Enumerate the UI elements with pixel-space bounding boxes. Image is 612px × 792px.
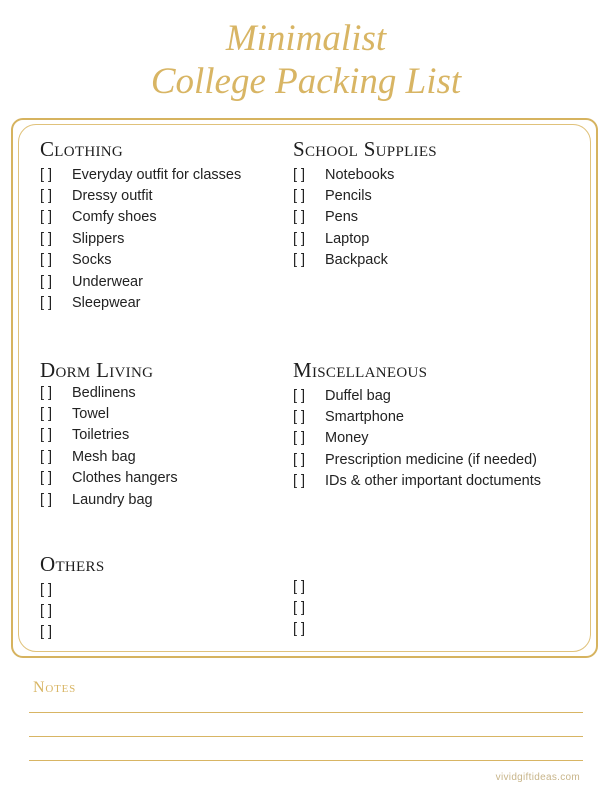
- checklist-item[interactable]: [293, 207, 437, 228]
- item-label: Slippers: [72, 230, 125, 247]
- item-label: IDs & other important doctuments: [325, 473, 541, 490]
- item-label: Smartphone: [325, 409, 404, 426]
- item-label: Towel: [72, 406, 110, 423]
- checklist-item[interactable]: [40, 382, 178, 403]
- item-label: Socks: [72, 252, 112, 269]
- checklist-item[interactable]: [293, 250, 437, 271]
- item-label: Sleepwear: [72, 295, 141, 312]
- item-label: Laptop: [325, 230, 370, 247]
- item-label: Everyday outfit for classes: [72, 166, 242, 183]
- checklist-item[interactable]: [293, 449, 541, 470]
- checkbox[interactable]: [ ]: [40, 295, 53, 312]
- checkbox[interactable]: [ ]: [293, 430, 306, 447]
- item-label: Comfy shoes: [72, 209, 157, 226]
- section-others: [40, 552, 104, 643]
- checkbox[interactable]: [ ]: [40, 273, 53, 290]
- section-miscellaneous: [293, 358, 541, 492]
- others-list-right: [293, 576, 325, 640]
- checklist-item[interactable]: [40, 403, 178, 424]
- checklist-item[interactable]: [40, 425, 178, 446]
- item-label: Mesh bag: [72, 448, 136, 465]
- item-label: Prescription medicine (if needed): [325, 451, 537, 468]
- checklist-item[interactable]: [40, 185, 241, 206]
- section-others-right: [293, 576, 325, 640]
- checkbox[interactable]: [ ]: [40, 448, 53, 465]
- checklist-item[interactable]: [40, 228, 241, 249]
- checklist-item[interactable]: [40, 446, 178, 467]
- checkbox[interactable]: [ ]: [40, 188, 53, 205]
- checkbox[interactable]: [ ]: [293, 409, 306, 426]
- item-label: Duffel bag: [325, 387, 391, 404]
- item-label: Pencils: [325, 188, 372, 205]
- section-clothing: [40, 137, 241, 314]
- item-label: Underwear: [72, 273, 143, 290]
- checklist-item[interactable]: [40, 292, 241, 313]
- dorm-living-list: [40, 382, 178, 510]
- item-label: Backpack: [325, 252, 388, 269]
- checkbox[interactable]: [ ]: [293, 600, 306, 617]
- checklist-item[interactable]: [293, 164, 437, 185]
- section-dorm-living: [40, 358, 178, 510]
- others-list-left: [40, 579, 104, 643]
- checklist-item[interactable]: [40, 468, 178, 489]
- section-title-miscellaneous: Miscellaneous: [293, 358, 428, 382]
- checklist-item[interactable]: [293, 428, 541, 449]
- section-title-school-supplies: School Supplies: [293, 137, 437, 161]
- checkbox[interactable]: [ ]: [293, 578, 306, 595]
- checkbox[interactable]: [ ]: [293, 166, 306, 183]
- item-label: Clothes hangers: [72, 470, 178, 487]
- section-title-others: Others: [40, 552, 105, 576]
- checkbox[interactable]: [ ]: [293, 387, 306, 404]
- item-label: Notebooks: [325, 166, 395, 183]
- section-title-dorm-living: Dorm Living: [40, 358, 154, 382]
- checkbox[interactable]: [ ]: [293, 451, 306, 468]
- checklist-item[interactable]: [40, 600, 104, 621]
- checkbox[interactable]: [ ]: [40, 624, 53, 641]
- checkbox[interactable]: [ ]: [40, 406, 53, 423]
- checkbox[interactable]: [ ]: [40, 427, 53, 444]
- checklist-item[interactable]: [40, 207, 241, 228]
- checklist-item[interactable]: [40, 622, 104, 643]
- section-title-clothing: Clothing: [40, 137, 124, 161]
- checkbox[interactable]: [ ]: [293, 230, 306, 247]
- notes-label: Notes: [33, 679, 77, 696]
- item-label: Pens: [325, 209, 359, 226]
- checkbox[interactable]: [ ]: [40, 491, 53, 508]
- checklist-item[interactable]: [40, 164, 241, 185]
- checkbox[interactable]: [ ]: [293, 473, 306, 490]
- checklist-item[interactable]: [293, 597, 325, 618]
- checkbox[interactable]: [ ]: [293, 621, 306, 638]
- title-line-1: Minimalist: [225, 18, 387, 59]
- section-school-supplies: [293, 137, 437, 271]
- checklist-item[interactable]: [293, 619, 325, 640]
- item-label: Money: [325, 430, 369, 447]
- checklist-item[interactable]: [40, 250, 241, 271]
- checkbox[interactable]: [ ]: [40, 209, 53, 226]
- miscellaneous-list: [293, 385, 541, 492]
- item-label: Dressy outfit: [72, 188, 153, 205]
- footer-url: vividgiftideas.com: [495, 772, 580, 783]
- checklist-item[interactable]: [40, 271, 241, 292]
- checkbox[interactable]: [ ]: [40, 603, 53, 620]
- school-supplies-list: [293, 164, 437, 271]
- note-line: [29, 736, 583, 737]
- note-line: [29, 712, 583, 713]
- checklist-item[interactable]: [293, 406, 541, 427]
- checklist-item[interactable]: [293, 471, 541, 492]
- item-label: Laundry bag: [72, 491, 153, 508]
- checkbox[interactable]: [ ]: [293, 209, 306, 226]
- checkbox[interactable]: [ ]: [40, 470, 53, 487]
- checklist-item[interactable]: [293, 385, 541, 406]
- clothing-list: [40, 164, 241, 314]
- checkbox[interactable]: [ ]: [40, 230, 53, 247]
- checkbox[interactable]: [ ]: [40, 384, 53, 401]
- checkbox[interactable]: [ ]: [40, 252, 53, 269]
- checkbox[interactable]: [ ]: [293, 188, 306, 205]
- checklist-item[interactable]: [293, 228, 437, 249]
- checklist-item[interactable]: [40, 579, 104, 600]
- checkbox[interactable]: [ ]: [293, 252, 306, 269]
- checklist-item[interactable]: [293, 185, 437, 206]
- note-line: [29, 760, 583, 761]
- checklist-item[interactable]: [293, 576, 325, 597]
- checklist-item[interactable]: [40, 489, 178, 510]
- checkbox[interactable]: [ ]: [40, 581, 53, 598]
- title-line-2: College Packing List: [150, 61, 462, 102]
- checkbox[interactable]: [ ]: [40, 166, 53, 183]
- item-label: Toiletries: [72, 427, 130, 444]
- item-label: Bedlinens: [72, 384, 136, 401]
